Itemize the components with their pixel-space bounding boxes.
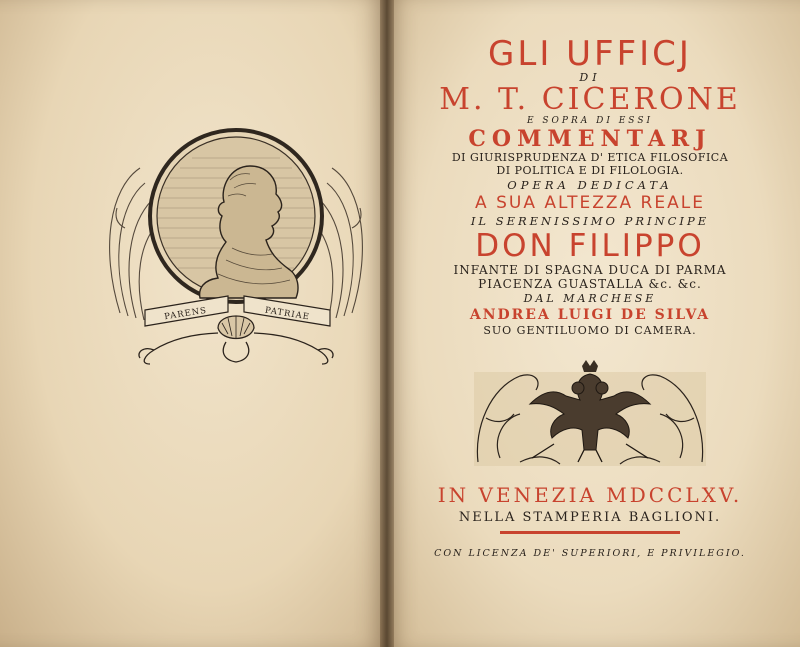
dedicatee-line: DON FILIPPO [475,228,705,264]
translator-line: ANDREA LUIGI DE SILVA [469,307,711,323]
printer-line: NELLA STAMPERIA BAGLIONI. [458,510,722,525]
title-line-4: E SOPRA DI ESSI [526,116,654,126]
title-line-8: OPERA DEDICATA [507,178,673,192]
book-gutter [380,0,394,647]
title-line-1: GLI UFFICJ [488,34,692,74]
title-line-6: DI GIURISPRUDENZA D' ETICA FILOSOFICA [451,151,729,164]
printers-device-eagle [470,358,710,470]
ribbon-left-text: PARENS [163,305,208,323]
title-line-9: A SUA ALTEZZA REALE [475,193,705,213]
author-line: M. T. CICERONE [439,82,741,117]
license-line: CON LICENZA DE' SUPERIORI, E PRIVILEGIO. [434,548,746,559]
title-line-12: INFANTE DI SPAGNA DUCA DI PARMA [453,263,727,277]
title-line-13: PIACENZA GUASTALLA &c. &c. [478,277,702,291]
red-rule [500,531,680,534]
imprint-line: IN VENEZIA MDCCLXV. [437,483,743,507]
title-line-10: IL SERENISSIMO PRINCIPE [470,214,710,228]
title-line-5: COMMENTARJ [468,126,712,152]
title-line-14: DAL MARCHESE [523,292,657,305]
title-line-7: DI POLITICA E DI FILOLOGIA. [496,164,684,177]
title-line-16: SUO GENTILUOMO DI CAMERA. [483,324,697,337]
title-line-2: DI [579,71,601,84]
title-page [410,36,770,560]
frontispiece-engraving [100,128,380,368]
ribbon-right-text: PATRIAE [264,305,311,323]
